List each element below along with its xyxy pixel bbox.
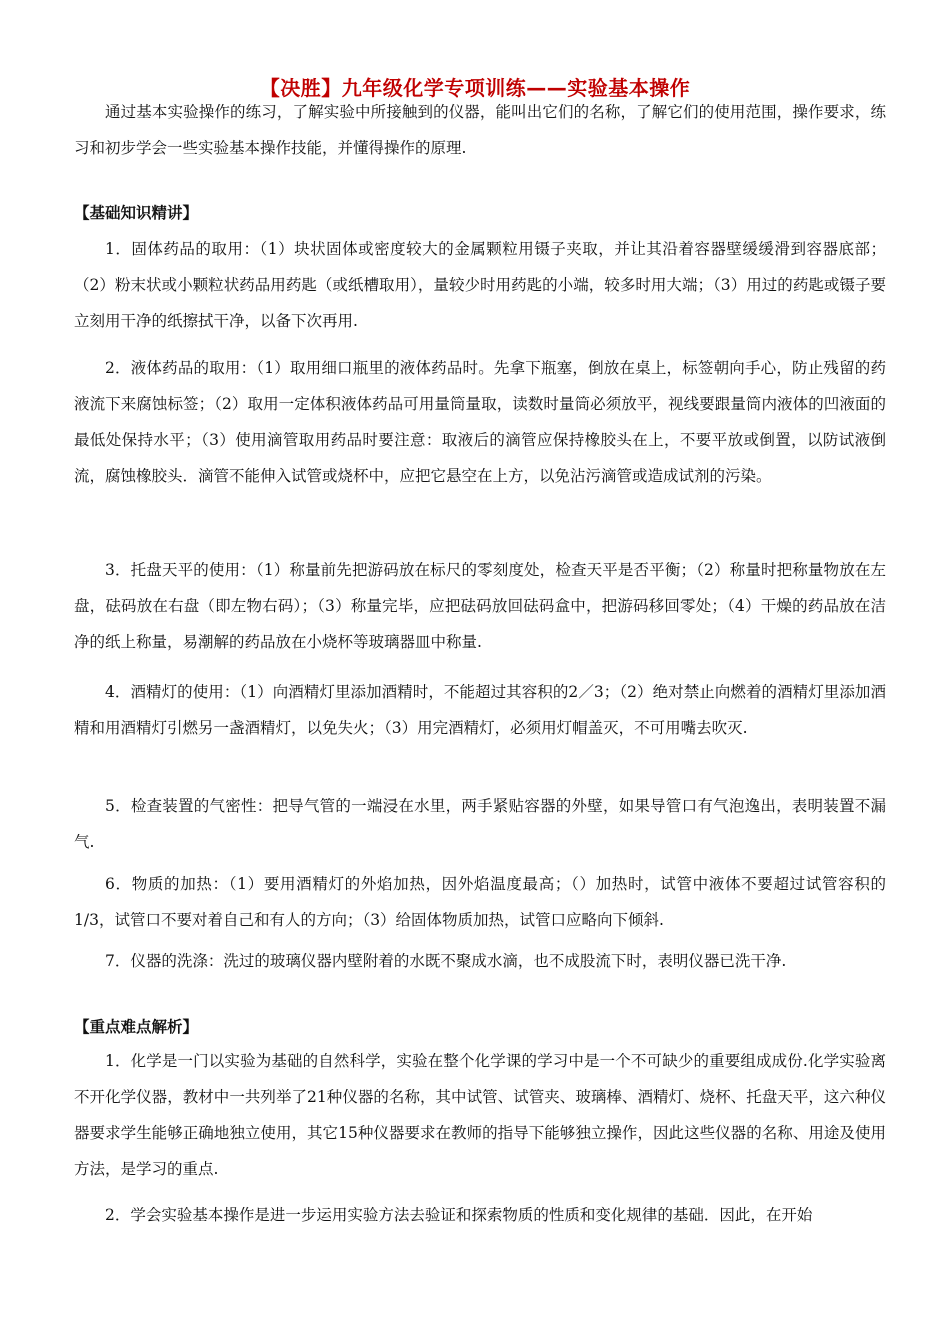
intro-paragraph: 通过基本实验操作的练习，了解实验中所接触到的仪器，能叫出它们的名称，了解它们的使用范围，操作要求，练习和初步学会一些实验基本操作技能，并懂得操作的原理. xyxy=(74,103,886,157)
key-points-item-1: 1．化学是一门以实验为基础的自然科学，实验在整个化学课的学习中是一个不可缺少的重要组成成份.化学实验离不开化学仪器，教材中一共列举了21种仪器的名称，其中试管、试管夹、玻璃棒、酒精灯、烧杯、托盘天平，这六种仪器要求学生能够正确地独立使用，其它15种仪器要求在教师的指导下能够独立操作，因此这些仪器的名称、用途及使用方法，是学习的重点. xyxy=(74,1052,886,1178)
basics-item-4: 4．酒精灯的使用：（1）向酒精灯里添加酒精时，不能超过其容积的2／3；（2）绝对禁止向燃着的酒精灯里添加酒精和用酒精灯引燃另一盏酒精灯，以免失火；（3）用完酒精灯，必须用灯帽盖灭，不可用嘴去吹灭. xyxy=(74,683,886,737)
basics-item-6: 6．物质的加热：（1）要用酒精灯的外焰加热，因外焰温度最高；（）加热时，试管中液体不要超过试管容积的1/3，试管口不要对着自己和有人的方向；（3）给固体物质加热，试管口应略向下倾斜. xyxy=(74,875,886,929)
document-title: 【决胜】九年级化学专项训练——实验基本操作 xyxy=(259,76,691,100)
basics-item-1: 1．固体药品的取用：（1）块状固体或密度较大的金属颗粒用镊子夹取，并让其沿着容器壁缓缓滑到容器底部；（2）粉末状或小颗粒状药品用药匙（或纸槽取用），量较少时用药匙的小端，较多时用大端；（3）用过的药匙或镊子要立刻用干净的纸擦拭干净，以备下次再用. xyxy=(74,240,886,330)
key-points-item-2: 2．学会实验基本操作是进一步运用实验方法去验证和探索物质的性质和变化规律的基础．因此，在开始 xyxy=(105,1206,813,1224)
section-heading-basics: 【基础知识精讲】 xyxy=(74,204,199,222)
section-heading-key-points: 【重点难点解析】 xyxy=(74,1018,199,1036)
basics-item-5: 5．检查装置的气密性：把导气管的一端浸在水里，两手紧贴容器的外壁，如果导管口有气泡逸出，表明装置不漏气. xyxy=(74,797,886,851)
basics-item-3: 3．托盘天平的使用：（1）称量前先把游码放在标尺的零刻度处，检查天平是否平衡；（2）称量时把称量物放在左盘，砝码放在右盘（即左物右码）；（3）称量完毕，应把砝码放回砝码盒中，把游码移回零处；（4）干燥的药品放在洁净的纸上称量，易潮解的药品放在小烧杯等玻璃器皿中称量. xyxy=(74,561,886,651)
basics-item-2: 2．液体药品的取用：（1）取用细口瓶里的液体药品时。先拿下瓶塞，倒放在桌上，标签朝向手心，防止残留的药液流下来腐蚀标签；（2）取用一定体积液体药品可用量筒量取，读数时量筒必须放平，视线要跟量筒内液体的凹液面的最低处保持水平；（3）使用滴管取用药品时要注意：取液后的滴管应保持橡胶头在上，不要平放或倒置，以防试液倒流，腐蚀橡胶头．滴管不能伸入试管或烧杯中，应把它悬空在上方，以免沾污滴管或造成试剂的污染。 xyxy=(74,359,886,485)
basics-item-7: 7．仪器的洗涤：洗过的玻璃仪器内壁附着的水既不聚成水滴，也不成股流下时，表明仪器已洗干净. xyxy=(105,952,787,970)
